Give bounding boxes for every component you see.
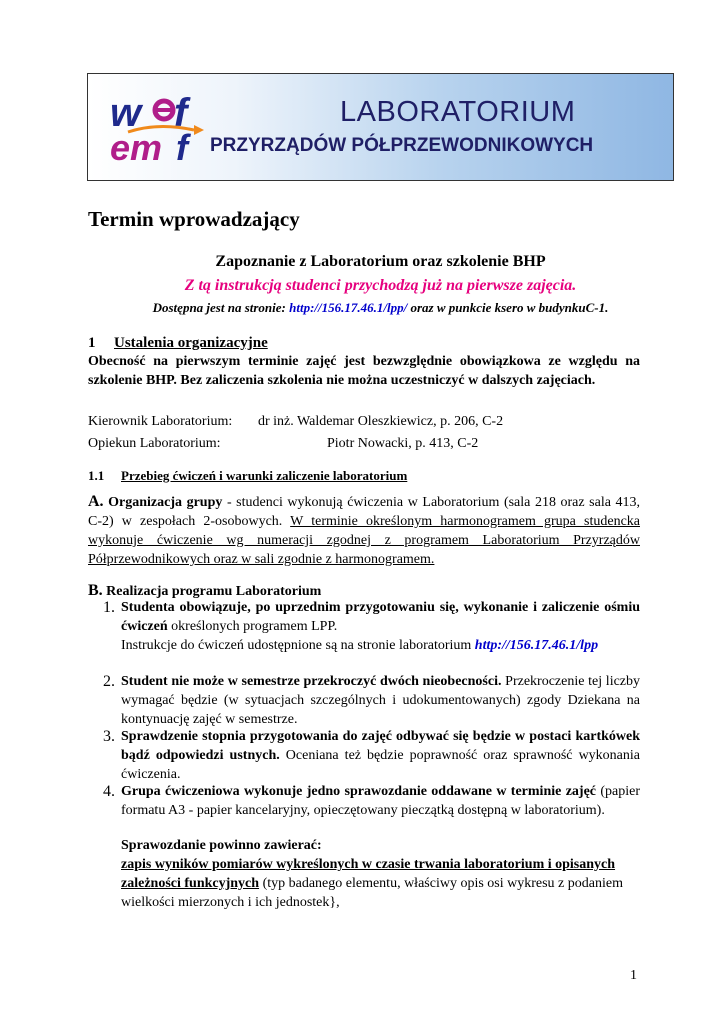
svg-text:f: f (176, 127, 188, 164)
report-text: (typ badanego elementu, właściwy opis osi wykresu z podaniem wielkości mierzonych i ich jednostek}, (121, 876, 623, 910)
svg-text:f: f (174, 92, 188, 135)
page-number: 1 (630, 968, 637, 983)
list-item-text: określonych programem LPP. (167, 619, 338, 634)
part-a-underlined: W terminie określonym harmonogramem grupa studencka wykonuje ćwiczenie wg numeracji zgodnej z programem Laboratorium Przyrządów Półprzewodnikowych oraz w sali zgodnie z harmonogramem. (88, 514, 640, 567)
staff-role: Opiekun Laboratorium: (88, 436, 221, 451)
list-item-text: Oceniana też będzie poprawność oraz sprawność wykonania ćwiczenia. (121, 748, 640, 782)
section-number: 1 (88, 335, 96, 351)
list-item-bold: Student nie może w semestrze przekroczyć dwóch nieobecności. (121, 674, 502, 689)
staff-name: dr inż. Waldemar Oleszkiewicz, p. 206, C-2 (258, 414, 504, 429)
part-a-text: - studenci wykonują ćwiczenia w Laboratorium (sala 218 oraz sala 413, C-2) w zespołach 2-osobowych. (88, 495, 641, 529)
staff-role: Kierownik Laboratorium: (88, 414, 233, 429)
report-requirements (121, 836, 640, 912)
part-a-letter: A. (88, 493, 104, 510)
list-item-number: 2. (103, 673, 115, 690)
staff-name: Piotr Nowacki, p. 413, C-2 (327, 436, 479, 451)
list-item-number: 3. (103, 728, 115, 745)
list-item-line2: Instrukcje do ćwiczeń udostępnione są na stronie laboratorium (121, 638, 475, 653)
section-body: Obecność na pierwszym terminie zajęć jest bezwzględnie obowiązkowa ze względu na szkolenie BHP. Bez zaliczenia szkolenia nie można uczestniczyć w dalszych zajęciach. (88, 354, 640, 388)
banner-subtitle: PRZYRZĄDÓW PÓŁPRZEWODNIKOWYCH (210, 135, 594, 156)
section-title: Ustalenia organizacyjne (114, 335, 268, 351)
part-a-bold: Organizacja grupy (108, 495, 223, 510)
report-bold-underlined: zapis wyników pomiarów wykreślonych w czasie trwania laboratorium i opisanych zależności funkcyjnych (121, 857, 616, 891)
wemf-logo (108, 92, 218, 164)
document-title: Termin wprowadzający (88, 207, 300, 231)
list-item-bold: Sprawdzenie stopnia przygotowania do zajęć odbywać się będzie w postaci kartkówek bądź odpowiedzi ustnych. (121, 729, 640, 763)
lpp-link[interactable]: http://156.17.46.1/lpp/ (289, 300, 408, 315)
availability-prefix: Dostępna jest na stronie: (152, 300, 290, 315)
part-b-title: Realizacja programu Laboratorium (106, 584, 322, 599)
list-item (103, 782, 640, 820)
list-item-bold: Studenta obowiązuje, po uprzednim przygotowaniu się, wykonanie i zaliczenie ośmiu ćwiczeń (121, 600, 640, 634)
svg-text:em: em (110, 127, 163, 164)
report-heading: Sprawozdanie powinno zawierać: (121, 838, 322, 853)
notice-text: Z tą instrukcją studenci przychodzą już na pierwsze zajęcia. (184, 277, 577, 294)
list-item-bold: Grupa ćwiczeniowa wykonuje jedno sprawozdanie oddawane w terminie zajęć (121, 784, 596, 799)
list-item (103, 727, 640, 784)
banner-title: LABORATORIUM (340, 96, 576, 128)
part-a-paragraph (88, 492, 640, 569)
list-item-number: 4. (103, 783, 115, 800)
list-item (103, 598, 640, 655)
lpp-link[interactable]: http://156.17.46.1/lpp (474, 638, 599, 653)
document-subtitle: Zapoznanie z Laboratorium oraz szkolenie BHP (215, 253, 546, 270)
list-item-text: Przekroczenie tej liczby wymagać będzie (w sytuacjach szczególnych i udokumentowanych) zgody Dziekana na kontynuację zajęć w semestrze. (121, 674, 641, 727)
availability-suffix: oraz w punkcie ksero w budynkuC-1. (407, 300, 609, 315)
list-item (103, 672, 640, 729)
subsection-title: Przebieg ćwiczeń i warunki zaliczenie laboratorium (121, 468, 408, 483)
part-b-letter: B. (88, 582, 103, 599)
subsection-number: 1.1 (88, 468, 105, 483)
svg-text:w: w (110, 92, 142, 135)
availability-line (87, 300, 674, 316)
list-item-text: (papier formatu A3 - papier kancelaryjny, opieczętowany pieczątką dostępną w laboratorium). (121, 784, 640, 818)
list-item-number: 1. (103, 599, 115, 616)
